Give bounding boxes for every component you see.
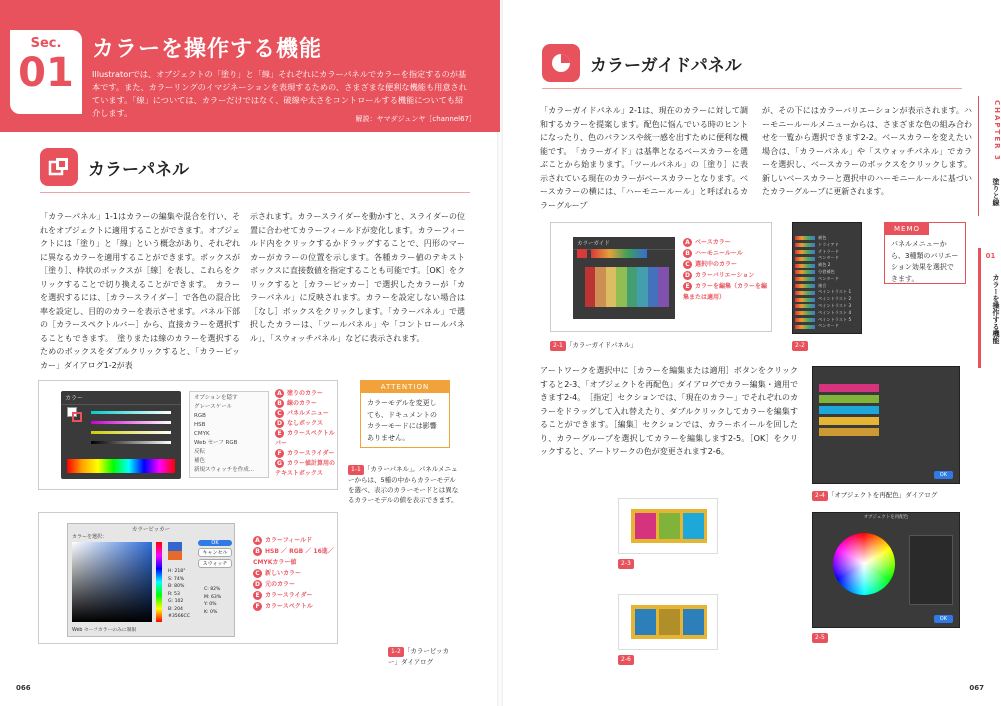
harmony-rules[interactable] (591, 249, 647, 258)
recolor-dialog-assign (812, 366, 960, 484)
dialog-title: カラーピッカー (131, 527, 171, 533)
attention-box (360, 380, 450, 448)
menu-item[interactable]: 反転 (194, 449, 206, 455)
hsb-rgb-values: H: 218° S: 74% B: 80% R: 53 G: 102 B: 204 #3566CC (168, 569, 190, 619)
fig3-caption: 2-1 「カラーガイドパネル」 (550, 340, 710, 351)
fig2-callouts: A カラーフィールド B HSB ／ RGB ／ 16進／ CMYKカラー値 C 新しいカラー D 元のカラー E カラースライダー F カラースペクトル (253, 537, 334, 610)
harmony-rule-menu (792, 222, 862, 334)
rule-label: テトラード (818, 248, 839, 254)
divider (542, 88, 962, 89)
swatch-button[interactable]: スウォッチ (198, 559, 232, 568)
artwork-swatch-green (659, 513, 680, 539)
rule-swatch (795, 304, 815, 308)
color-field[interactable] (72, 542, 152, 622)
harmony-rule-item[interactable] (795, 323, 859, 330)
body-column-1: 「カラーガイドパネル」2-1は、現在のカラーに対して調和するカラーを提案します。配色に悩んでいる時のヒントになったり、色のバランスや統一感を出すために便利な機能です。 「カラーガイド」は基準となるベースカラーを選ぶことから始まります。「ツールパネル」の［塗り］に表示されている現在のカラーがベースカラーとなります。ベースカラーの横には、「ハーモニールール」と呼ばれるカラーグループ (540, 106, 748, 210)
artwork-swatch-blue (635, 609, 656, 635)
color-variations[interactable] (585, 267, 669, 307)
right-page (500, 0, 1000, 706)
section-title: カラーガイドパネル (590, 55, 742, 76)
memo-head: MEMO (885, 223, 929, 235)
body-column-3: アートワークを選択中に［カラーを編集または適用］ボタンをクリックすると2-3、「オブジェクトを再配色」ダイアログでカラー編集・適用できます2-4。 ［指定］セクションでは、「現在のカラー」でそれぞれのカラーをドラッグして入れ替えたり、ダブルクリックしてカラーを編集することができます。［編集］セクションでは、カラーホイールを回したり、カラーグループを選択してカラーを編集します2-5。［OK］をクリックすると、アートワークの色が変更されます2-6。 (540, 366, 798, 456)
rule-swatch (795, 318, 815, 322)
ok-button[interactable]: OK (934, 615, 953, 623)
menu-item[interactable]: Web セーフ RGB (194, 440, 238, 446)
body-column-1: 「カラーパネル」1-1はカラーの編集や混合を行い、それをオブジェクトに適用することができます。オブジェクトには「塗り」と「線」という概念があり、それぞれに異なるカラーを適用することができます。ボックスが［塗り］、枠状のボックスが［線］を表し、これらをクリックすることで切り換えることができます。 カラーを選択するには、［カラースライダー］で各色の混合比率を設定し、目的のカラーを表示させます。パネル下部の［カラースペクトルバー］から、直接カラーを選択することもできます。 塗りまたは線のカラーを選択するためのボックスをダブルクリックすると、「カラーピッカー」ダイアログ1-2が表 (40, 212, 240, 370)
rule-swatch (795, 284, 815, 288)
web-safe-checkbox[interactable]: Web セーフカラーのみに制限 (72, 628, 137, 633)
color-picker-dialog (67, 523, 235, 637)
sec-label: Sec. (30, 36, 62, 51)
fig1-caption: 1-1 「カラーパネル」。パネルメニューからは、5種の中からカラーモデルを選べ、表示のカラーモードとは異なるカラーモデルの値を表示できます。 (348, 465, 459, 504)
memo-box (884, 222, 966, 284)
harmony-rule-item[interactable] (795, 283, 859, 290)
rule-label: 補色 (818, 235, 827, 240)
rule-swatch (795, 291, 815, 295)
attention-head: ATTENTION (361, 381, 449, 393)
harmony-rule-item[interactable] (795, 289, 859, 296)
rule-label: 補色 2 (818, 262, 831, 268)
artwork-swatch-pink (635, 513, 656, 539)
harmony-rule-item[interactable] (795, 303, 859, 310)
harmony-rule-item[interactable] (795, 242, 859, 249)
panel-title: カラー (61, 391, 181, 405)
slider-c[interactable] (91, 411, 171, 414)
rule-label: ペイントラスト 5 (818, 316, 852, 322)
ok-button[interactable]: OK (198, 540, 232, 546)
side-section-tab (978, 248, 1000, 368)
harmony-rule-item[interactable] (795, 310, 859, 317)
artwork-swatch-olive (659, 609, 680, 635)
artwork-swatch-cyan (683, 513, 704, 539)
fig3-callouts: A ベースカラー B ハーモニールール C 選択中のカラー D カラーバリエーション E カラーを編集（カラーを編集または適用） (683, 239, 768, 301)
color-group-list[interactable] (909, 535, 953, 605)
color-wheel[interactable] (833, 533, 895, 595)
fig8-caption: 2-5 (812, 632, 828, 643)
current-colors-list[interactable] (819, 381, 903, 471)
chapter-intro: Illustratorでは、オブジェクトの「塗り」と「線」それぞれにカラーパネルでカラーを指定するのが基本です。また、カラーリングのイマジネーションを表現するための、さまざまな便利な機能も用意されています。「線」については、カラーだけではなく、破線や太さをコントロールする機能についても紹介します。 (92, 69, 467, 118)
harmony-rule-item[interactable] (795, 296, 859, 303)
harmony-rule-item[interactable] (795, 269, 859, 276)
body-column-2: が、その下にはカラーバリエーションが表示されます。ハーモニールールメニューからは、さまざまな色の組み合わせを一覧から選択できます2-2。ベースカラーを変えたい場合は、「カラーパネル」や「スウォッチパネル」でカラーを選択し、ベースカラーのボックスをクリックします。新しいベースカラーと選択中のハーモニールールに基づいたカラーグループに更新されます。 (762, 106, 972, 196)
harmony-rule-item[interactable] (795, 262, 859, 269)
rule-swatch (795, 270, 815, 274)
menu-item[interactable]: オプションを隠す (194, 395, 238, 401)
section-head-color-panel (40, 148, 189, 186)
artwork-swatch-blue-2 (683, 609, 704, 635)
dialog-buttons (198, 540, 232, 568)
figure-color-picker (38, 512, 338, 644)
color-slider[interactable] (156, 542, 162, 622)
dialog-label: カラーを選択： (72, 534, 108, 540)
spectrum-bar[interactable] (67, 459, 175, 473)
rule-label: ペイントラスト 3 (818, 302, 852, 308)
rule-swatch (795, 311, 815, 315)
rule-swatch (795, 236, 815, 240)
cancel-button[interactable]: キャンセル (198, 548, 232, 557)
memo-text: パネルメニューから、3種類のバリエーション効果を選択できます。 (891, 240, 959, 283)
figure-color-guide (550, 222, 772, 332)
rule-label: 複合 (818, 282, 827, 288)
rule-label: ペンタード (818, 255, 839, 261)
panel-title: カラーガイド (573, 237, 675, 250)
slider-m[interactable] (91, 421, 171, 424)
color-panel-screenshot (61, 391, 181, 479)
rule-swatch (795, 298, 815, 302)
chapter-title: カラーを操作する機能 (92, 37, 323, 62)
ok-button[interactable]: OK (934, 471, 953, 479)
side-sec-number: 01 (985, 252, 996, 260)
rule-label: 分裂補色 (818, 268, 835, 274)
side-chapter-title: 塗りと線 (992, 178, 1000, 206)
section-number-box (10, 30, 82, 114)
page-number-right: 067 (969, 684, 984, 692)
figure-artwork-after (618, 594, 718, 650)
side-chapter: CHAPTER 3 (993, 100, 1001, 162)
side-chapter-tab (978, 96, 1000, 216)
divider (40, 192, 470, 193)
recolor-dialog-edit (812, 512, 960, 628)
menu-item[interactable]: 補色 (194, 458, 206, 464)
attention-text: カラーモデルを変更しても、ドキュメントのカラーモードには影響ありません。 (367, 399, 437, 442)
chapter-header-band (0, 0, 500, 132)
menu-item[interactable]: RGB (194, 413, 206, 419)
figure-artwork-before (618, 498, 718, 554)
sec-number: 01 (18, 50, 74, 96)
rule-swatch (795, 243, 815, 247)
color-panel-icon (40, 148, 78, 186)
color-guide-icon (542, 44, 580, 82)
new-color (168, 542, 182, 551)
menu-item[interactable]: 新規スウォッチを作成... (194, 467, 255, 473)
rule-swatch (795, 250, 815, 254)
author-credit: 解説：ヤマダジュンヤ［channel67］ (355, 115, 476, 123)
rule-label: ペンタード (818, 323, 839, 329)
slider-k[interactable] (91, 441, 171, 444)
side-sec-title: カラーを操作する機能 (992, 274, 1000, 344)
slider-y[interactable] (91, 431, 171, 434)
rule-swatch (795, 264, 815, 268)
color-guide-screenshot (573, 237, 675, 319)
fig1-callouts: A 塗りのカラー B 線のカラー C パネルメニュー D なしボックス E カラースペクトルバー F カラースライダー G カラー値計算用のテキストボックス (275, 390, 336, 477)
left-page (0, 0, 500, 706)
panel-menu (189, 391, 269, 478)
page-number-left: 066 (16, 684, 31, 692)
rule-label: トライアド (818, 241, 839, 247)
figure-color-panel (38, 380, 338, 490)
fig7-caption: 2-4 「オブジェクトを再配色」ダイアログ (812, 490, 962, 501)
stroke-box[interactable] (72, 412, 82, 422)
cmyk-values: C: 82% M: 63% Y: 0% K: 0% (204, 587, 222, 615)
rule-swatch (795, 325, 815, 329)
rule-label: ペイントラスト 4 (818, 309, 852, 315)
harmony-rule-item[interactable] (795, 235, 859, 242)
fig6-caption: 2-6 (618, 654, 634, 665)
menu-item[interactable]: CMYK (194, 431, 210, 437)
rule-swatch (795, 257, 815, 261)
section-head-color-guide (542, 44, 742, 82)
original-color (168, 551, 182, 560)
base-color[interactable] (577, 249, 587, 258)
rule-label: ペイントラスト 1 (818, 289, 852, 295)
body-column-2: 示されます。カラースライダーを動かすと、スライダーの位置に合わせてカラーフィールドが変化します。カラーフィールド内をクリックするかドラッグすることで、円形のマーカーがカラーの位置を示します。各種カラー値のテキストボックスに直接数値を指定することも可能です。［OK］をクリックすると［カラーピッカー］で選択したカラーが「カラーパネル」に反映されます。カラーを設定しない場合は［なし］ボックスをクリックします。「カラーパネル」で選択したカラーは、「ツールパネル」や「コントロールパネル」、「スウォッチパネル」などに表示されます。 (250, 212, 465, 343)
rule-label: ペイントラスト 2 (818, 296, 852, 302)
menu-item[interactable]: グレースケール (194, 404, 233, 410)
harmony-rule-item[interactable] (795, 276, 859, 283)
fig2-caption: 1-2 「カラーピッカー」ダイアログ (388, 647, 450, 666)
section-title: カラーパネル (88, 159, 190, 180)
rule-label: ペンタード (818, 275, 839, 281)
dialog-title: オブジェクトを再配色 (863, 515, 909, 520)
fig4-caption: 2-2 (792, 340, 808, 351)
fig5-caption: 2-3 (618, 558, 634, 569)
menu-item[interactable]: HSB (194, 422, 206, 428)
rule-swatch (795, 277, 815, 281)
